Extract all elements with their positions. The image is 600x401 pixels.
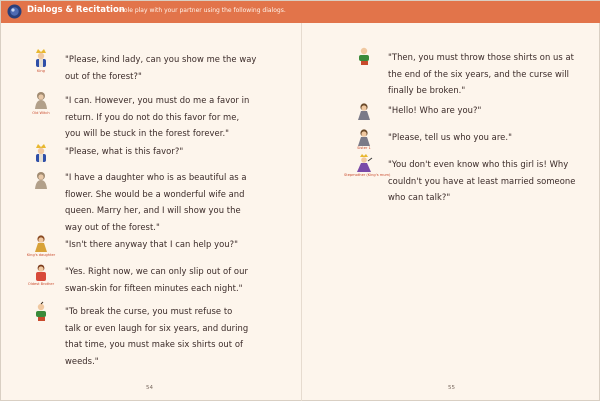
dialog-line: "To break the curse, you must refuse to talk or even laugh for six years, and during that time, you must make six shirts out of weeds."	[65, 306, 249, 366]
sister-icon	[353, 100, 375, 122]
kings-daughter-icon	[30, 232, 52, 254]
dialog-line: "Please, tell us who you are."	[388, 132, 512, 142]
stepmother-icon	[353, 152, 375, 174]
brother-icon	[30, 301, 52, 323]
witch-icon	[30, 89, 52, 111]
speaker-label: Oldest Brother	[27, 282, 55, 286]
header-bar	[1, 1, 600, 23]
speaker-label: King's daughter	[26, 253, 56, 257]
page-number-left: 54	[146, 385, 153, 391]
dialog-line: "I have a daughter who is as beautiful as a flower. She would be a wonderful wife and queen. Marry her, and I will show you the way out of the forest."	[65, 172, 247, 232]
king-icon	[30, 142, 52, 164]
dialog-line: "Then, you must throw those shirts on us at the end of the six years, and the curse will finally be broken."	[388, 52, 575, 95]
dialog-line: "Hello! Who are you?"	[388, 105, 482, 115]
witch-icon	[30, 169, 52, 191]
section-instructions: Role play with your partner using the following dialogs.	[120, 6, 286, 14]
speaker-label: Sister 1	[357, 146, 371, 150]
dialog-line: "You don't even know who this girl is! Why couldn't you have at least married someone who can talk?"	[388, 159, 576, 202]
sister-icon	[353, 126, 375, 148]
dialog-line: "Please, kind lady, can you show me the way out of the forest?"	[65, 54, 257, 81]
brother-icon	[353, 45, 375, 67]
dialog-line: "Isn't there anyway that I can help you?"	[65, 239, 239, 249]
page-number-right: 55	[448, 385, 455, 391]
dialog-line: "Please, what is this favor?"	[65, 146, 184, 156]
speaker-label: Stepmother (King's mum)	[344, 173, 391, 177]
section-title: Dialogs & Recitation	[27, 5, 125, 15]
speaker-label: Old Witch	[32, 111, 50, 115]
oldest-brother-icon	[30, 261, 52, 283]
king-icon	[30, 47, 52, 69]
speaker-label: King	[37, 69, 45, 73]
page-spine	[301, 23, 302, 401]
dialog-line: "Yes. Right now, we can only slip out of our swan-skin for fifteen minutes each night."	[65, 266, 248, 293]
globe-icon	[7, 4, 22, 19]
dialog-line: "I can. However, you must do me a favor in return. If you do not do this favor for me, you will be stuck in the forest forever."	[65, 95, 250, 138]
